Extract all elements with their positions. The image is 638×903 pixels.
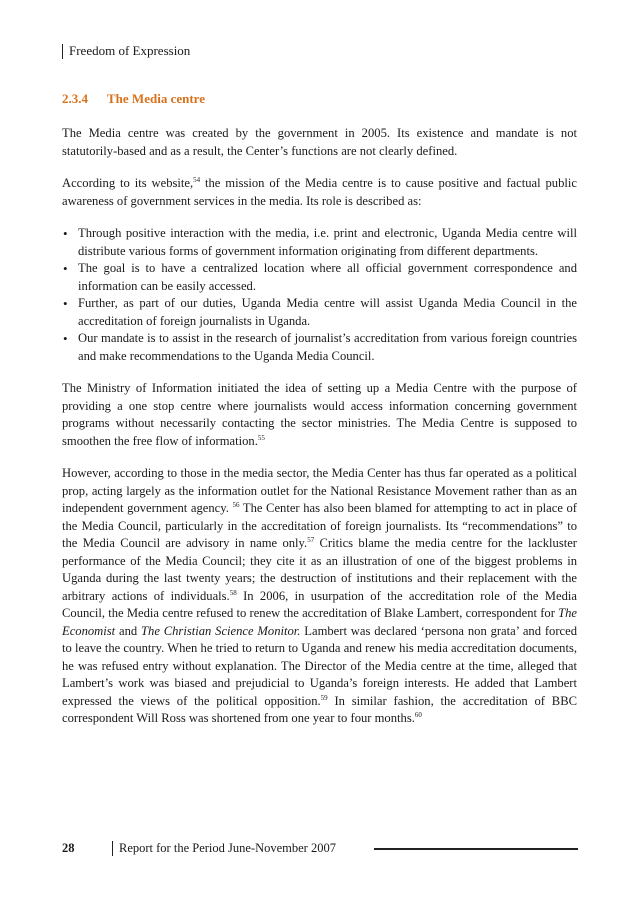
header-divider xyxy=(62,44,63,59)
list-item: • Our mandate is to assist in the research of journalist’s accreditation from various foreign countries and make recommendations to the Uganda Media Council. xyxy=(62,330,577,365)
paragraph-text: Lambert was declared ‘persona non grata’ and forced to leave the country. When he tried to return to Uganda and renew his media accreditation documents, he was refused entry without explanation. The Director of the Media centre at the time, alleged that Lambert’s work was biased and prejudicial to Uganda’s foreign interests. He added that Lambert expressed the views of the political opposition. xyxy=(62,623,577,708)
publication-name: The Christian Science Monitor. xyxy=(141,623,301,638)
page-number: 28 xyxy=(62,841,75,855)
header-title: Freedom of Expression xyxy=(69,43,191,58)
paragraph-text: and xyxy=(115,623,142,638)
paragraph-text: In 2006, in usurpation of the accreditation role of the Media Council, the Media centre refused to renew the accreditation of Blake Lambert, correspondent for xyxy=(62,588,577,620)
footnote-ref: 59 xyxy=(320,693,328,702)
paragraph-text: The Media centre was created by the government in 2005. Its existence and mandate is not statutorily-based and as a result, the Center’s functions are not clearly defined. xyxy=(62,126,577,158)
footnote-ref: 56 xyxy=(232,500,240,509)
footer-title: Report for the Period June-November 2007 xyxy=(119,841,336,855)
paragraph-text: The Ministry of Information initiated the idea of setting up a Media Centre with the purpose of providing a one stop centre where journalists would access information concerning government programs without necessarily contacting the sector ministries. The Media Centre is supposed to smoothen the free flow of information. xyxy=(62,381,577,448)
footnote-ref: 58 xyxy=(229,588,237,597)
footer-label xyxy=(112,841,336,856)
publication-name: The Economist xyxy=(62,606,577,638)
body-text xyxy=(62,125,577,743)
list-item: • Further, as part of our duties, Uganda Media centre will assist Uganda Media Council in the accreditation of foreign journalists in Uganda. xyxy=(62,295,577,330)
paragraph-text: the mission of the Media centre is to cause positive and factual public awareness of government services in the media. Its role is described as: xyxy=(62,176,577,208)
footnote-ref: 60 xyxy=(414,710,422,719)
paragraph xyxy=(62,175,577,210)
list-item: • The goal is to have a centralized location where all official government correspondence and information can be easily accessed. xyxy=(62,260,577,295)
bullet-list xyxy=(62,225,577,365)
paragraph-text: In similar fashion, the accreditation of BBC correspondent Will Ross was shortened from one year to four months. xyxy=(62,693,577,725)
page-footer xyxy=(62,841,578,857)
section-heading xyxy=(62,91,205,107)
footer-divider xyxy=(112,841,113,856)
section-title: The Media centre xyxy=(107,91,205,106)
section-number: 2.3.4 xyxy=(62,91,88,106)
paragraph-text: Critics blame the media centre for the lackluster performance of the Media Council; they cite it as an illustration of one of the biggest problems in Uganda during the last twenty years; the destruction of institutions and their replacement with the arbitrary actions of individuals. xyxy=(62,536,578,603)
paragraph-text: According to its website, xyxy=(62,176,194,190)
paragraph-text: The Center has also been blamed for attempting to act in place of the Media Council, particularly in the accreditation of foreign journalists. Its “recommendations” to the Media Council are advisory in name only. xyxy=(62,501,578,550)
footnote-ref: 54 xyxy=(193,175,201,184)
paragraph xyxy=(62,125,577,160)
footer-rule xyxy=(374,848,578,850)
list-item: • Through positive interaction with the media, i.e. print and electronic, Uganda Media centre will distribute various forms of government information originating from different departments. xyxy=(62,225,577,260)
running-header xyxy=(62,43,190,59)
paragraph xyxy=(62,380,577,450)
paragraph-text: However, according to those in the media sector, the Media Center has thus far operated as a political prop, acting largely as the information outlet for the National Resistance Movement rather than as an independent government agency. xyxy=(62,466,577,515)
footnote-ref: 55 xyxy=(257,433,265,442)
paragraph xyxy=(62,465,577,728)
footnote-ref: 57 xyxy=(307,535,315,544)
